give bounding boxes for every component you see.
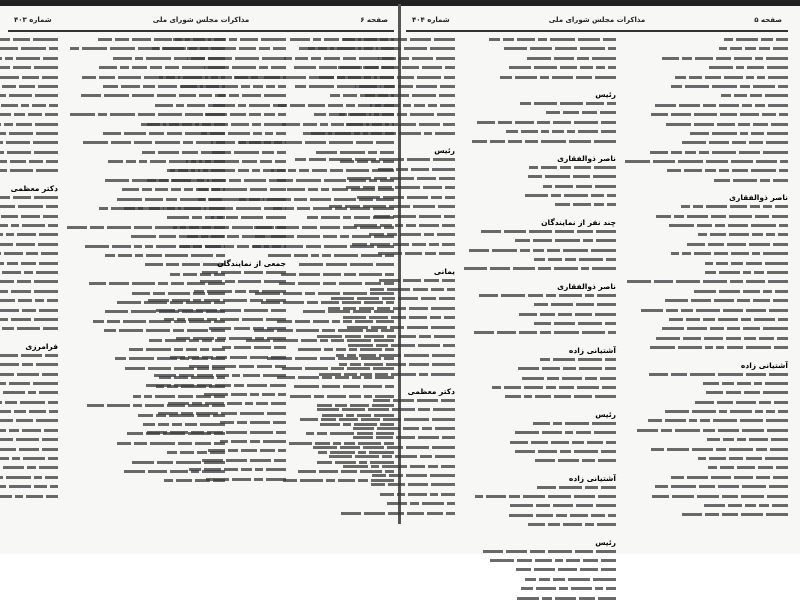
text-line — [121, 344, 286, 353]
text-line — [622, 36, 788, 45]
text-column — [0, 36, 58, 538]
text-line — [0, 399, 58, 408]
text-line — [622, 45, 788, 54]
text-line — [461, 439, 616, 448]
text-line — [622, 139, 788, 148]
text-line — [622, 483, 788, 492]
text-line — [622, 260, 788, 269]
text-line — [461, 138, 616, 147]
text-line — [121, 297, 286, 306]
text-line — [622, 149, 788, 158]
text-line — [0, 408, 58, 417]
text-line — [461, 457, 616, 466]
speaker-heading: ناصر ذوالفقاری — [729, 193, 788, 203]
text-line — [292, 222, 455, 231]
text-line — [622, 203, 788, 212]
text-line — [121, 205, 286, 214]
text-line — [622, 436, 788, 445]
text-line — [0, 361, 58, 370]
text-line — [461, 493, 616, 502]
text-column — [292, 36, 455, 538]
text-line — [461, 228, 616, 237]
text-line — [121, 92, 286, 101]
text-line — [0, 436, 58, 445]
text-line — [292, 444, 455, 453]
text-line — [121, 83, 286, 92]
text-line — [622, 417, 788, 426]
text-line — [622, 121, 788, 130]
text-line — [461, 311, 616, 320]
text-line — [461, 512, 616, 521]
text-line — [121, 447, 286, 456]
text-line — [622, 231, 788, 240]
text-line — [0, 64, 58, 73]
text-line — [0, 427, 58, 436]
left-running-title: مذاکرات مجلس شورای ملی — [152, 16, 250, 24]
text-line — [121, 278, 286, 287]
text-line — [461, 448, 616, 457]
text-line — [121, 214, 286, 223]
text-line — [292, 203, 455, 212]
text-line — [121, 177, 286, 186]
text-line — [292, 286, 455, 295]
text-line — [622, 307, 788, 316]
text-line — [121, 243, 286, 252]
text-line — [292, 213, 455, 222]
text-line — [622, 474, 788, 483]
text-line — [121, 476, 286, 485]
text-line — [292, 425, 455, 434]
text-line — [622, 502, 788, 511]
text-line — [121, 429, 286, 438]
text-line — [461, 329, 616, 338]
text-line — [121, 158, 286, 167]
text-line — [292, 314, 455, 323]
text-line — [0, 83, 58, 92]
text-line — [622, 158, 788, 167]
text-line — [461, 109, 616, 118]
text-line — [622, 371, 788, 380]
text-line — [622, 74, 788, 83]
text-line — [622, 55, 788, 64]
text-line — [622, 389, 788, 398]
text-line — [622, 83, 788, 92]
text-line — [292, 250, 455, 259]
text-line — [622, 250, 788, 259]
text-line — [0, 493, 58, 502]
text-line — [0, 167, 58, 176]
text-line — [121, 139, 286, 148]
text-column — [622, 36, 788, 538]
text-line — [0, 92, 58, 101]
text-line — [622, 344, 788, 353]
text-line — [622, 325, 788, 334]
text-line — [0, 111, 58, 120]
text-line — [461, 173, 616, 182]
text-line — [622, 269, 788, 278]
text-line — [292, 111, 455, 120]
text-line — [461, 192, 616, 201]
speaker-heading: رئیس — [595, 409, 616, 419]
text-line — [121, 269, 286, 278]
text-line — [622, 222, 788, 231]
text-line — [292, 74, 455, 83]
text-line — [0, 371, 58, 380]
text-column — [461, 36, 616, 547]
text-line — [461, 45, 616, 54]
text-line — [121, 45, 286, 54]
text-line — [0, 389, 58, 398]
text-line — [121, 382, 286, 391]
text-line — [461, 301, 616, 310]
text-line — [622, 102, 788, 111]
text-line — [121, 335, 286, 344]
speaker-heading: دکتر معظمی — [10, 183, 58, 193]
left-issue-number: شماره ۴۰۳ — [14, 16, 52, 24]
text-line — [461, 119, 616, 128]
text-line — [292, 36, 455, 45]
text-line — [622, 455, 788, 464]
text-line — [0, 231, 58, 240]
speaker-heading: آشتیانی زاده — [740, 360, 788, 370]
text-line — [292, 241, 455, 250]
text-line — [0, 203, 58, 212]
text-line — [0, 464, 58, 473]
text-line — [461, 365, 616, 374]
speaker-heading: دکتر معظمی — [407, 386, 455, 396]
text-line — [292, 175, 455, 184]
text-line — [461, 393, 616, 402]
text-line — [461, 256, 616, 265]
text-line — [461, 292, 616, 301]
text-line — [622, 278, 788, 287]
speaker-heading: جمعی از نمایندگان — [217, 258, 286, 268]
left-page-header — [8, 14, 394, 28]
text-line — [0, 474, 58, 483]
text-line — [121, 400, 286, 409]
text-line — [461, 429, 616, 438]
text-line — [0, 380, 58, 389]
text-line — [292, 130, 455, 139]
text-line — [622, 213, 788, 222]
text-line — [121, 233, 286, 242]
text-line — [292, 333, 455, 342]
text-line — [292, 184, 455, 193]
left-page-number: صفحه ۶ — [360, 16, 388, 24]
text-line — [121, 457, 286, 466]
text-line — [461, 237, 616, 246]
text-line — [292, 194, 455, 203]
text-line — [622, 511, 788, 520]
text-line — [121, 121, 286, 130]
text-line — [292, 416, 455, 425]
text-line — [461, 566, 616, 575]
speaker-heading: آشتیانی زاده — [568, 345, 616, 355]
text-line — [121, 307, 286, 316]
right-columns — [217, 36, 788, 547]
speaker-heading: رئیس — [595, 89, 616, 99]
text-line — [0, 250, 58, 259]
text-line — [292, 305, 455, 314]
text-line — [461, 585, 616, 594]
text-line — [622, 297, 788, 306]
text-line — [292, 83, 455, 92]
text-line — [121, 354, 286, 363]
text-line — [461, 356, 616, 365]
text-line — [461, 74, 616, 83]
text-line — [292, 156, 455, 165]
text-line — [0, 45, 58, 54]
text-line — [0, 74, 58, 83]
text-line — [121, 224, 286, 233]
text-line — [121, 419, 286, 428]
text-line — [0, 417, 58, 426]
right-page-number: صفحه ۵ — [754, 16, 782, 24]
text-line — [292, 324, 455, 333]
text-line — [622, 241, 788, 250]
text-line — [622, 64, 788, 73]
text-line — [292, 102, 455, 111]
speaker-heading: رئیس — [434, 146, 455, 156]
text-line — [0, 158, 58, 167]
text-line — [0, 121, 58, 130]
text-line — [461, 484, 616, 493]
text-line — [0, 260, 58, 269]
speaker-heading: ناصر ذوالفقاری — [557, 153, 616, 163]
text-line — [121, 149, 286, 158]
text-line — [292, 361, 455, 370]
text-line — [0, 325, 58, 334]
text-line — [0, 278, 58, 287]
text-line — [292, 397, 455, 406]
text-line — [292, 491, 455, 500]
text-line — [461, 201, 616, 210]
text-line — [622, 493, 788, 502]
speaker-heading: یمانی — [433, 266, 455, 276]
text-line — [0, 149, 58, 158]
text-line — [461, 36, 616, 45]
text-line — [0, 455, 58, 464]
right-issue-number: شماره ۴۰۴ — [412, 16, 450, 24]
text-line — [461, 521, 616, 530]
text-line — [461, 247, 616, 256]
text-line — [622, 380, 788, 389]
text-line — [0, 55, 58, 64]
text-line — [121, 55, 286, 64]
text-line — [0, 288, 58, 297]
text-line — [461, 384, 616, 393]
text-line — [622, 92, 788, 101]
text-line — [292, 481, 455, 490]
text-line — [121, 36, 286, 45]
text-column — [121, 36, 286, 538]
text-line — [121, 288, 286, 297]
text-line — [121, 111, 286, 120]
text-line — [461, 557, 616, 566]
text-line — [622, 111, 788, 120]
header-rule — [8, 30, 394, 32]
text-line — [622, 399, 788, 408]
speaker-heading: ناصر ذوالفقاری — [557, 281, 616, 291]
text-line — [0, 222, 58, 231]
text-line — [0, 36, 58, 45]
speaker-heading: رئیس — [595, 537, 616, 547]
text-line — [292, 434, 455, 443]
text-line — [461, 164, 616, 173]
text-line — [461, 128, 616, 137]
text-line — [121, 316, 286, 325]
text-line — [0, 307, 58, 316]
text-line — [292, 342, 455, 351]
text-line — [292, 55, 455, 64]
text-line — [292, 121, 455, 130]
text-line — [0, 297, 58, 306]
text-line — [292, 352, 455, 361]
text-line — [461, 100, 616, 109]
text-line — [121, 130, 286, 139]
header-rule — [406, 30, 788, 32]
text-line — [121, 64, 286, 73]
text-line — [121, 410, 286, 419]
text-line — [121, 167, 286, 176]
text-line — [121, 196, 286, 205]
text-line — [292, 231, 455, 240]
text-line — [0, 213, 58, 222]
right-page-header — [406, 14, 788, 28]
speaker-heading: آشتیانی زاده — [568, 473, 616, 483]
text-line — [292, 463, 455, 472]
speaker-heading: فرامرزی — [25, 341, 58, 351]
text-line — [121, 372, 286, 381]
text-line — [0, 139, 58, 148]
text-line — [622, 446, 788, 455]
text-line — [121, 186, 286, 195]
text-line — [292, 64, 455, 73]
text-line — [461, 420, 616, 429]
text-line — [121, 325, 286, 334]
text-line — [622, 408, 788, 417]
text-line — [292, 453, 455, 462]
text-line — [0, 316, 58, 325]
text-line — [292, 166, 455, 175]
text-line — [121, 74, 286, 83]
text-line — [0, 241, 58, 250]
text-line — [292, 472, 455, 481]
text-line — [622, 177, 788, 186]
text-line — [461, 320, 616, 329]
text-line — [622, 167, 788, 176]
text-line — [121, 363, 286, 372]
text-line — [0, 483, 58, 492]
text-line — [622, 130, 788, 139]
text-line — [0, 102, 58, 111]
text-line — [292, 371, 455, 380]
text-line — [461, 375, 616, 384]
text-line — [461, 595, 616, 604]
text-line — [461, 548, 616, 557]
text-line — [292, 510, 455, 519]
text-line — [622, 335, 788, 344]
text-line — [121, 466, 286, 475]
text-line — [121, 438, 286, 447]
text-line — [0, 352, 58, 361]
text-line — [461, 183, 616, 192]
right-running-title: مذاکرات مجلس شورای ملی — [548, 16, 646, 24]
text-line — [0, 130, 58, 139]
text-line — [461, 64, 616, 73]
text-line — [461, 576, 616, 585]
text-line — [622, 427, 788, 436]
text-line — [292, 500, 455, 509]
text-line — [292, 45, 455, 54]
text-line — [121, 391, 286, 400]
text-line — [292, 277, 455, 286]
text-line — [622, 464, 788, 473]
text-line — [0, 194, 58, 203]
text-line — [292, 92, 455, 101]
text-line — [0, 446, 58, 455]
text-line — [461, 502, 616, 511]
text-line — [461, 265, 616, 274]
text-line — [622, 288, 788, 297]
speaker-heading: چند نفر از نمایندگان — [541, 217, 616, 227]
text-line — [0, 269, 58, 278]
text-line — [292, 295, 455, 304]
text-line — [292, 406, 455, 415]
text-line — [622, 316, 788, 325]
text-line — [121, 102, 286, 111]
text-line — [461, 55, 616, 64]
